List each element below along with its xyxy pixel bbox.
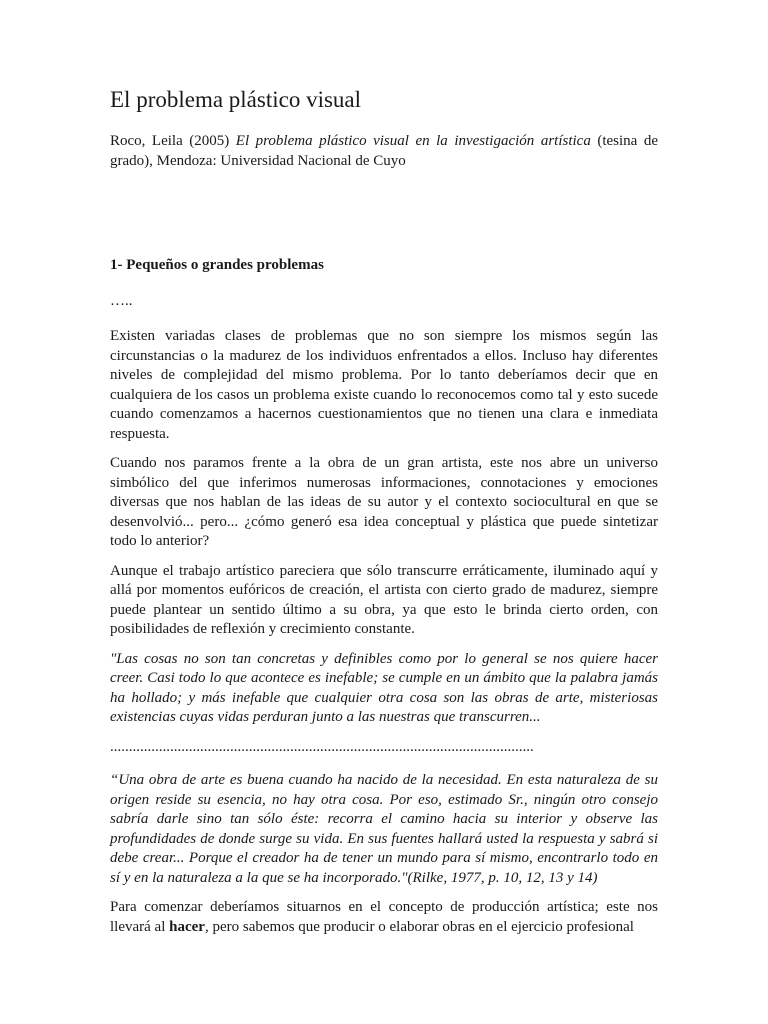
paragraph: Aunque el trabajo artístico pareciera que sólo transcurre erráticamente, iluminado aquí y allá por momentos eufóricos de creación, el artista con cierto grado de madurez, siempre puede plantear un sentido último a su obra, ya que esto le brinda cierto orden, con posibilidades de reflexión y crecimiento constante.	[110, 562, 658, 637]
paragraph-text-start: Para comenzar deberíamos situarnos en el concepto de producción artística; este nos llevará al	[110, 899, 658, 935]
document-title: El problema plástico visual	[110, 87, 362, 112]
citation-work-title: El problema plástico visual en la investigación artística	[235, 133, 591, 149]
citation	[110, 132, 658, 171]
paragraph: Existen variadas clases de problemas que no son siempre los mismos según las circunstancias o la madurez de los individuos enfrentados a ellos. Incluso hay diferentes niveles de complejidad del mismo problema. Por lo tanto deberíamos decir que en cualquiera de los casos un problema existe cuando lo reconocemos como tal y esto sucede cuando comenzamos a hacernos cuestionamientos que no tienen una clara e inmediata respuesta.	[110, 328, 658, 442]
bold-word: hacer	[169, 918, 205, 935]
paragraph-text-end: , pero sabemos que producir o elaborar obras en el ejercicio profesional	[204, 918, 634, 935]
rilke-quote: “Una obra de arte es buena cuando ha nacido de la necesidad. En esta naturaleza de su origen reside su esencia, no hay otra cosa. Por eso, estimado Sr., ningún otro consejo sabría darle sino tan sólo éste: recorra el camino hacia su interior y observe las profundidades de donde surge su vida. En sus fuentes hallará usted la respuesta y sabrá si debe crear... Porque el creador ha de tener un mundo para sí mismo, encontrarlo todo en sí y en la naturaleza a la que se ha incorporado."(Rilke, 1977, p. 10, 12, 13 y 14)	[110, 772, 658, 886]
citation-author: Roco, Leila (2005)	[110, 133, 236, 149]
ellipsis: …..	[110, 292, 133, 309]
citation-details: (tesina de grado), Mendoza: Universidad Nacional de Cuyo	[110, 133, 659, 169]
paragraph	[110, 898, 658, 937]
paragraph: Cuando nos paramos frente a la obra de un gran artista, este nos abre un universo simbólico del que inferimos numerosas informaciones, connotaciones y emociones diversas que nos hablan de las ideas de su autor y el contexto sociocultural en que se desenvolvió... pero... ¿cómo generó esa idea conceptual y plástica que puede sintetizar todo lo anterior?	[110, 455, 658, 549]
quote-block: "Las cosas no son tan concretas y definibles como por lo general se nos quiere hacer creer. Casi todo lo que acontece es inefable; se cumple en un ámbito que la palabra jamás ha hollado; y más inefable que cualquier otra cosa son las obras de arte, misteriosas existencias cuyas vidas perduran junto a las nuestras que transcurren...	[110, 650, 658, 725]
section-heading: 1- Pequeños o grandes problemas	[110, 257, 324, 273]
document-body	[110, 86, 658, 947]
dotted-separator: .................................................................................................................	[110, 738, 534, 755]
